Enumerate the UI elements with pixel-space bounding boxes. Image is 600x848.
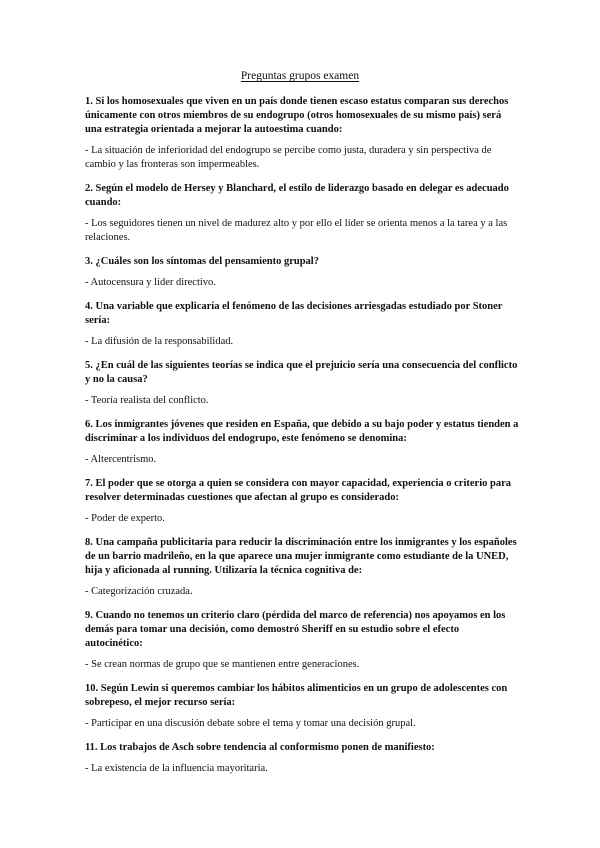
answer-text: - Los seguidores tienen un nivel de madurez alto y por ello el líder se orienta menos a la tarea y a las relaciones. [85,218,508,243]
answer-text: - Autocensura y líder directivo. [85,277,216,288]
answer-text: - Altercentrismo. [85,454,157,465]
question-text: 9. Cuando no tenemos un criterio claro (pérdida del marco de referencia) nos apoyamos en los demás para tomar una decisión, como demostró Sheriff en su estudio sobre el efecto autocinético: [85,610,506,649]
question-text: 6. Los inmigrantes jóvenes que residen en España, que debido a su bajo poder y estatus tienden a discriminar a los individuos del endogrupo, este fenómeno se denomina: [85,419,519,444]
question-text: 7. El poder que se otorga a quien se considera con mayor capacidad, experiencia o criterio para resolver determinadas cuestiones que afectan al grupo es considerado: [85,478,511,503]
answer-text: - Teoría realista del conflicto. [85,395,209,406]
question-item [85,182,519,245]
question-text: 5. ¿En cuál de las siguientes teorías se indica que el prejuicio sería una consecuencia del conflicto y no la causa? [85,360,518,385]
question-item [85,300,519,349]
answer-text: - La difusión de la responsabilidad. [85,336,234,347]
question-item [85,359,519,408]
question-text: 11. Los trabajos de Asch sobre tendencia al conformismo ponen de manifiesto: [85,742,435,753]
answer-text: - Se crean normas de grupo que se mantienen entre generaciones. [85,659,360,670]
question-text: 4. Una variable que explicaría el fenómeno de las decisiones arriesgadas estudiado por Stoner sería: [85,301,503,326]
question-item [85,255,519,290]
answer-text: - Categorización cruzada. [85,586,193,597]
answer-text: - Poder de experto. [85,513,165,524]
question-text: 10. Según Lewin si queremos cambiar los hábitos alimenticios en un grupo de adolescentes con sobrepeso, el mejor recurso sería: [85,683,508,708]
question-item [85,536,519,599]
question-item [85,418,519,467]
question-item [85,95,519,172]
answer-text: - La existencia de la influencia mayoritaria. [85,763,268,774]
question-item [85,682,519,731]
question-item [85,609,519,672]
question-list [85,95,519,786]
question-item [85,477,519,526]
answer-text: - Participar en una discusión debate sobre el tema y tomar una decisión grupal. [85,718,416,729]
question-text: 3. ¿Cuáles son los síntomas del pensamiento grupal? [85,256,319,267]
document-title: Preguntas grupos examen [240,70,360,82]
question-text: 2. Según el modelo de Hersey y Blanchard, el estilo de liderazgo basado en delegar es adecuado cuando: [85,183,509,208]
answer-text: - La situación de inferioridad del endogrupo se percibe como justa, duradera y sin perspectiva de cambio y las fronteras son impermeables. [85,145,492,170]
question-text: 8. Una campaña publicitaria para reducir la discriminación entre los inmigrantes y los españoles de un barrio madrileño, en la que aparece una mujer inmigrante como estudiante de la UNED, hija y aficionada al running. Utilizaría la técnica cognitiva de: [85,537,517,576]
question-text: 1. Si los homosexuales que viven en un país donde tienen escaso estatus comparan sus derechos únicamente con otros miembros de su endogrupo (otros homosexuales de su mismo país) será una estrategia orientada a mejorar la autoestima cuando: [85,96,509,135]
question-item [85,741,519,776]
